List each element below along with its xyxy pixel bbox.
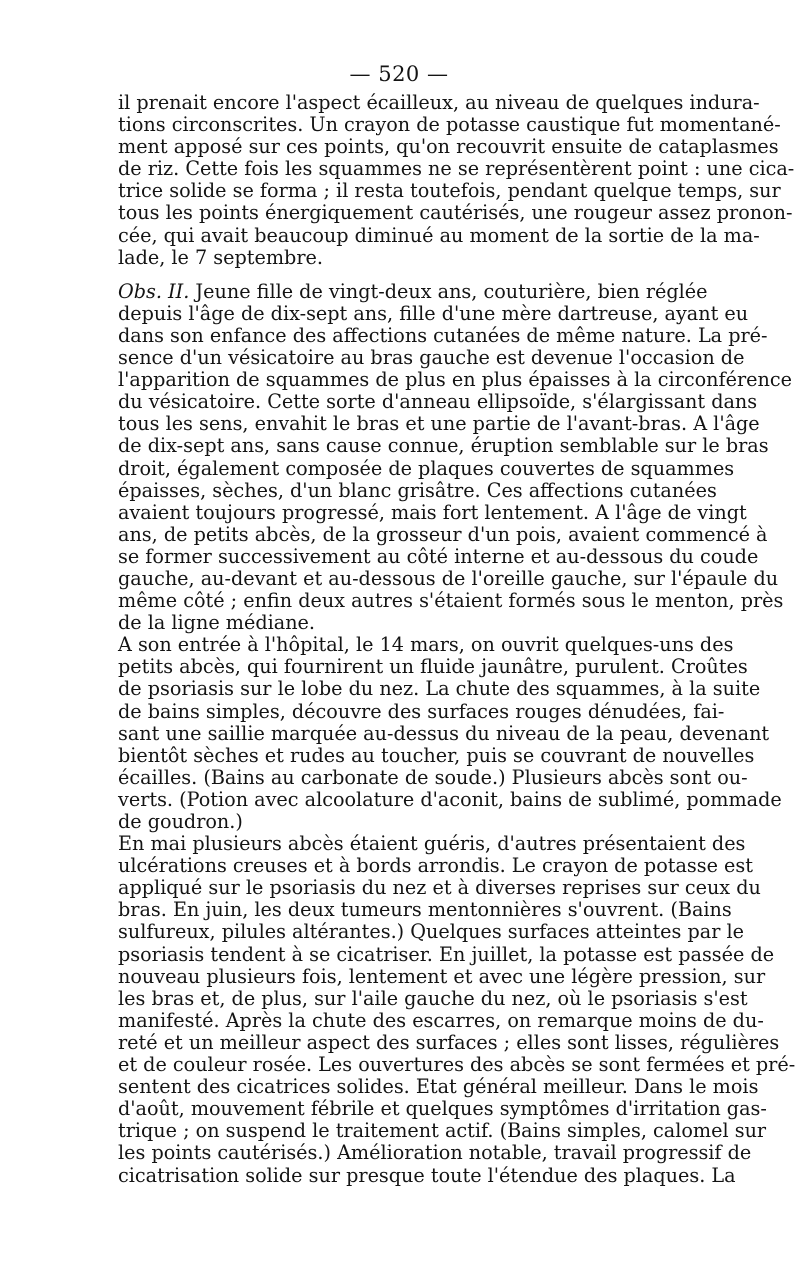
text-line: de la ligne médiane. (118, 611, 315, 635)
text-line: depuis l'âge de dix-sept ans, fille d'une mère dartreuse, ayant eu (118, 301, 749, 325)
text-line: il prenait encore l'aspect écailleux, au niveau de quelques indura- (118, 91, 760, 114)
text-line: cicatrisation solide sur presque toute l'étendue des plaques. La (118, 1163, 736, 1187)
text-line: cée, qui avait beaucoup diminué au moment de la sortie de la ma- (118, 223, 760, 247)
text-line: reté et un meilleur aspect des surfaces ; elles sont lisses, régulières (118, 1030, 780, 1054)
paragraph-admission (118, 633, 782, 833)
text-line: l'apparition de squammes de plus en plus épaisses à la circonférence (118, 368, 792, 392)
text-line: les points cautérisés.) Amélioration notable, travail progressif de (118, 1141, 752, 1165)
text-line: se former successivement au côté interne et au-dessous du coude (118, 544, 759, 568)
text-line: trique ; on suspend le traitement actif. (Bains simples, calomel sur (118, 1119, 767, 1143)
text-line: verts. (Potion avec alcoolature d'aconit, bains de sublimé, pommade (118, 787, 782, 811)
text-line: les bras et, de plus, sur l'aile gauche du nez, où le psoriasis s'est (118, 986, 748, 1010)
text-line: de dix-sept ans, sans cause connue, éruption semblable sur le bras (118, 434, 769, 458)
text-line (118, 279, 708, 303)
text-line: épaisses, sèches, d'un blanc grisâtre. Ces affections cutanées (118, 478, 717, 502)
text-line: d'août, mouvement fébrile et quelques symptômes d'irritation gas- (118, 1097, 767, 1121)
text-line: ans, de petits abcès, de la grosseur d'un pois, avaient commencé à (118, 522, 768, 546)
text-line: bientôt sèches et rudes au toucher, puis se couvrant de nouvelles (118, 743, 755, 767)
text-line: droit, également composée de plaques couvertes de squammes (118, 456, 735, 480)
text-line: En mai plusieurs abcès étaient guéris, d'autres présentaient des (118, 832, 746, 856)
page (118, 58, 796, 1187)
text-line: manifesté. Après la chute des escarres, on remarque moins de du- (118, 1008, 764, 1032)
text-line-content: Jeune fille de vingt-deux ans, couturière, bien réglée (189, 279, 708, 303)
text-line: du vésicatoire. Cette sorte d'anneau ellipsoïde, s'élargissant dans (118, 390, 758, 414)
text-line: avaient toujours progressé, mais fort lentement. A l'âge de vingt (118, 500, 747, 524)
text-line: de psoriasis sur le lobe du nez. La chute des squammes, à la suite (118, 677, 761, 701)
text-line: trice solide se forma ; il resta toutefois, pendant quelque temps, sur (118, 179, 781, 203)
text-line: sulfureux, pilules altérantes.) Quelques surfaces atteintes par le (118, 920, 744, 944)
text-line: petits abcès, qui fournirent un fluide jaunâtre, purulent. Croûtes (118, 655, 748, 679)
text-line: tous les sens, envahit le bras et une partie de l'avant-bras. A l'âge (118, 412, 760, 436)
text-line: psoriasis tendent à se cicatriser. En juillet, la potasse est passée de (118, 942, 775, 966)
text-line: de riz. Cette fois les squammes ne se représentèrent point : une cica- (118, 157, 795, 181)
text-line: bras. En juin, les deux tumeurs mentonnières s'ouvrent. (Bains (118, 898, 732, 922)
text-line: de goudron.) (118, 810, 243, 833)
text-line: sentent des cicatrices solides. Etat général meilleur. Dans le mois (118, 1075, 759, 1099)
text-line: sant une saillie marquée au-dessus du niveau de la peau, devenant (118, 721, 770, 745)
paragraph-continuation (118, 91, 795, 269)
text-line: nouveau plusieurs fois, lentement et avec une légère pression, sur (118, 964, 766, 988)
text-line: gauche, au-devant et au-dessous de l'oreille gauche, sur l'épaule du (118, 566, 779, 590)
text-line: et de couleur rosée. Les ouvertures des abcès se sont fermées et pré- (118, 1053, 796, 1077)
text-line: lade, le 7 septembre. (118, 245, 323, 269)
page-number: — 520 — (349, 62, 449, 86)
text-line: dans son enfance des affections cutanées de même nature. La pré- (118, 323, 768, 347)
text-line: même côté ; enfin deux autres s'étaient formés sous le menton, près (118, 589, 784, 613)
text-line: sence d'un vésicatoire au bras gauche est devenue l'occasion de (118, 346, 745, 370)
text-line: A son entrée à l'hôpital, le 14 mars, on ouvrit quelques-uns des (118, 633, 734, 657)
text-line: ment apposé sur ces points, qu'on recouvrit ensuite de cataplasmes (118, 135, 779, 159)
text-line: écailles. (Bains au carbonate de soude.) Plusieurs abcès sont ou- (118, 765, 748, 789)
text-line: de bains simples, découvre des surfaces rouges dénudées, fai- (118, 699, 725, 723)
observation-label: Obs. II. (118, 279, 190, 303)
paragraph-may-august (118, 832, 796, 1187)
text-line: tions circonscrites. Un crayon de potasse caustique fut momentané- (118, 113, 781, 137)
paragraph-obs-ii (118, 279, 792, 635)
text-line: appliqué sur le psoriasis du nez et à diverses reprises sur ceux du (118, 876, 761, 900)
text-line: ulcérations creuses et à bords arrondis. Le crayon de potasse est (118, 854, 753, 878)
text-line: tous les points énergiquement cautérisés, une rougeur assez pronon- (118, 201, 793, 225)
